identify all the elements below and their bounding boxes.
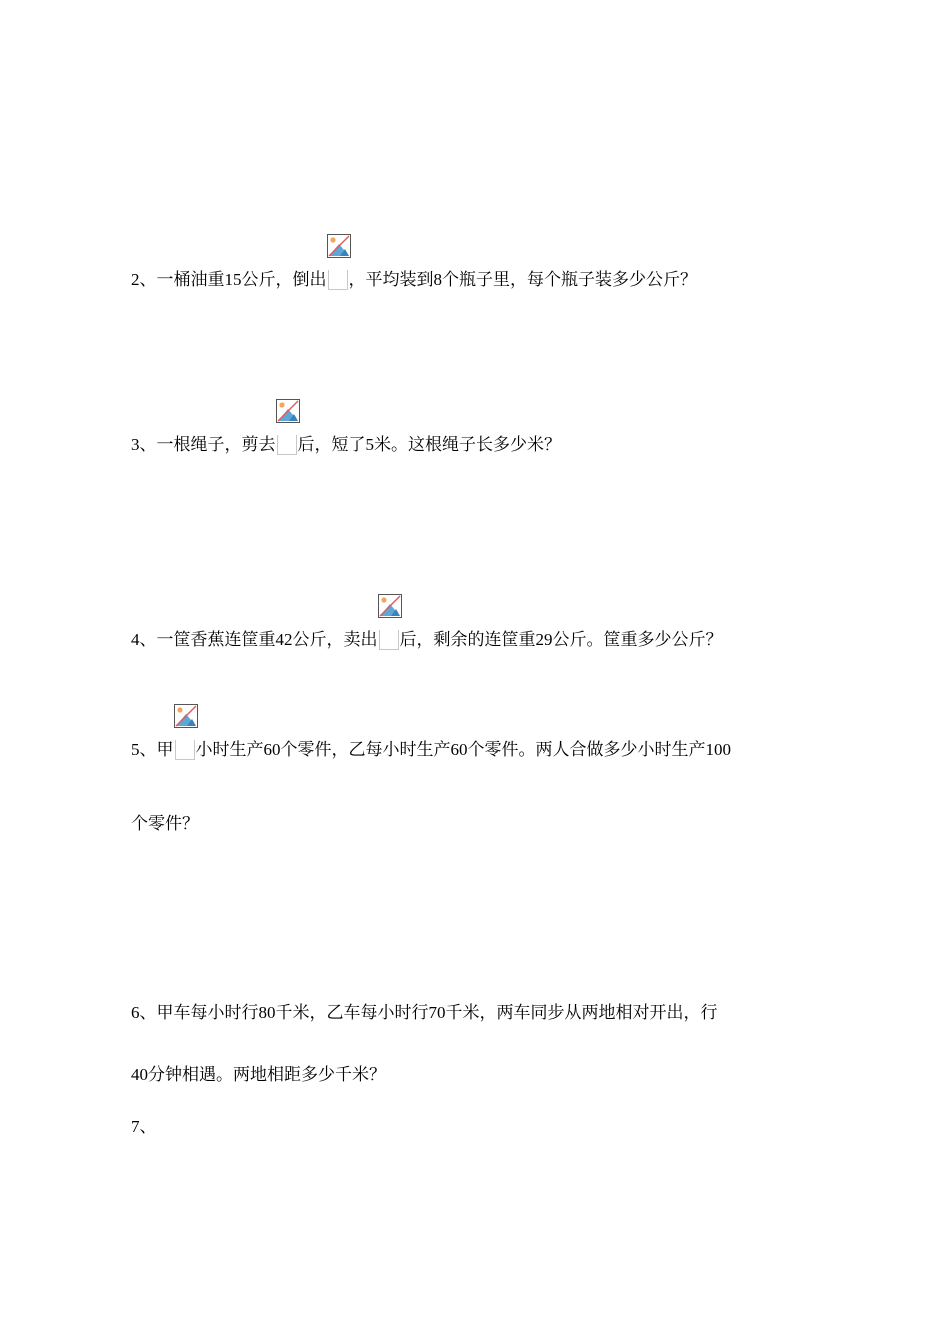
broken-image-icon (378, 594, 402, 618)
broken-image-icon (327, 234, 351, 258)
question-3-text-before: 3、一根绳子，剪去 (131, 435, 276, 454)
broken-image-icon (276, 399, 300, 423)
question-6-line-1: 6、甲车每小时行80千米，乙车每小时行70千米，两车同步从两地相对开出，行 (131, 1003, 718, 1022)
missing-image-placeholder (175, 740, 195, 760)
question-5-continuation: 个零件？ (131, 814, 199, 833)
question-5-text-before: 5、甲 (131, 740, 174, 759)
missing-image-placeholder (328, 270, 348, 290)
question-4-text-before: 4、一筐香蕉连筐重42公斤，卖出 (131, 630, 378, 649)
question-5 (131, 740, 731, 760)
question-2-text-after: ，平均装到8个瓶子里，每个瓶子装多少公斤？ (348, 270, 697, 289)
question-2-text-before: 2、一桶油重15公斤，倒出 (131, 270, 327, 289)
broken-image-icon (174, 704, 198, 728)
question-7: 7、 (131, 1117, 157, 1136)
question-4 (131, 630, 723, 650)
missing-image-placeholder (379, 630, 399, 650)
question-4-text-after: 后，剩余的连筐重29公斤。筐重多少公斤？ (399, 630, 723, 649)
question-5-text-after: 小时生产60个零件，乙每小时生产60个零件。两人合做多少小时生产100 (195, 740, 731, 759)
question-6-line-2: 40分钟相遇。两地相距多少千米？ (131, 1065, 386, 1084)
question-2 (131, 270, 697, 290)
question-3-text-after: 后，短了5米。这根绳子长多少米？ (297, 435, 561, 454)
question-3 (131, 435, 561, 455)
missing-image-placeholder (277, 435, 297, 455)
